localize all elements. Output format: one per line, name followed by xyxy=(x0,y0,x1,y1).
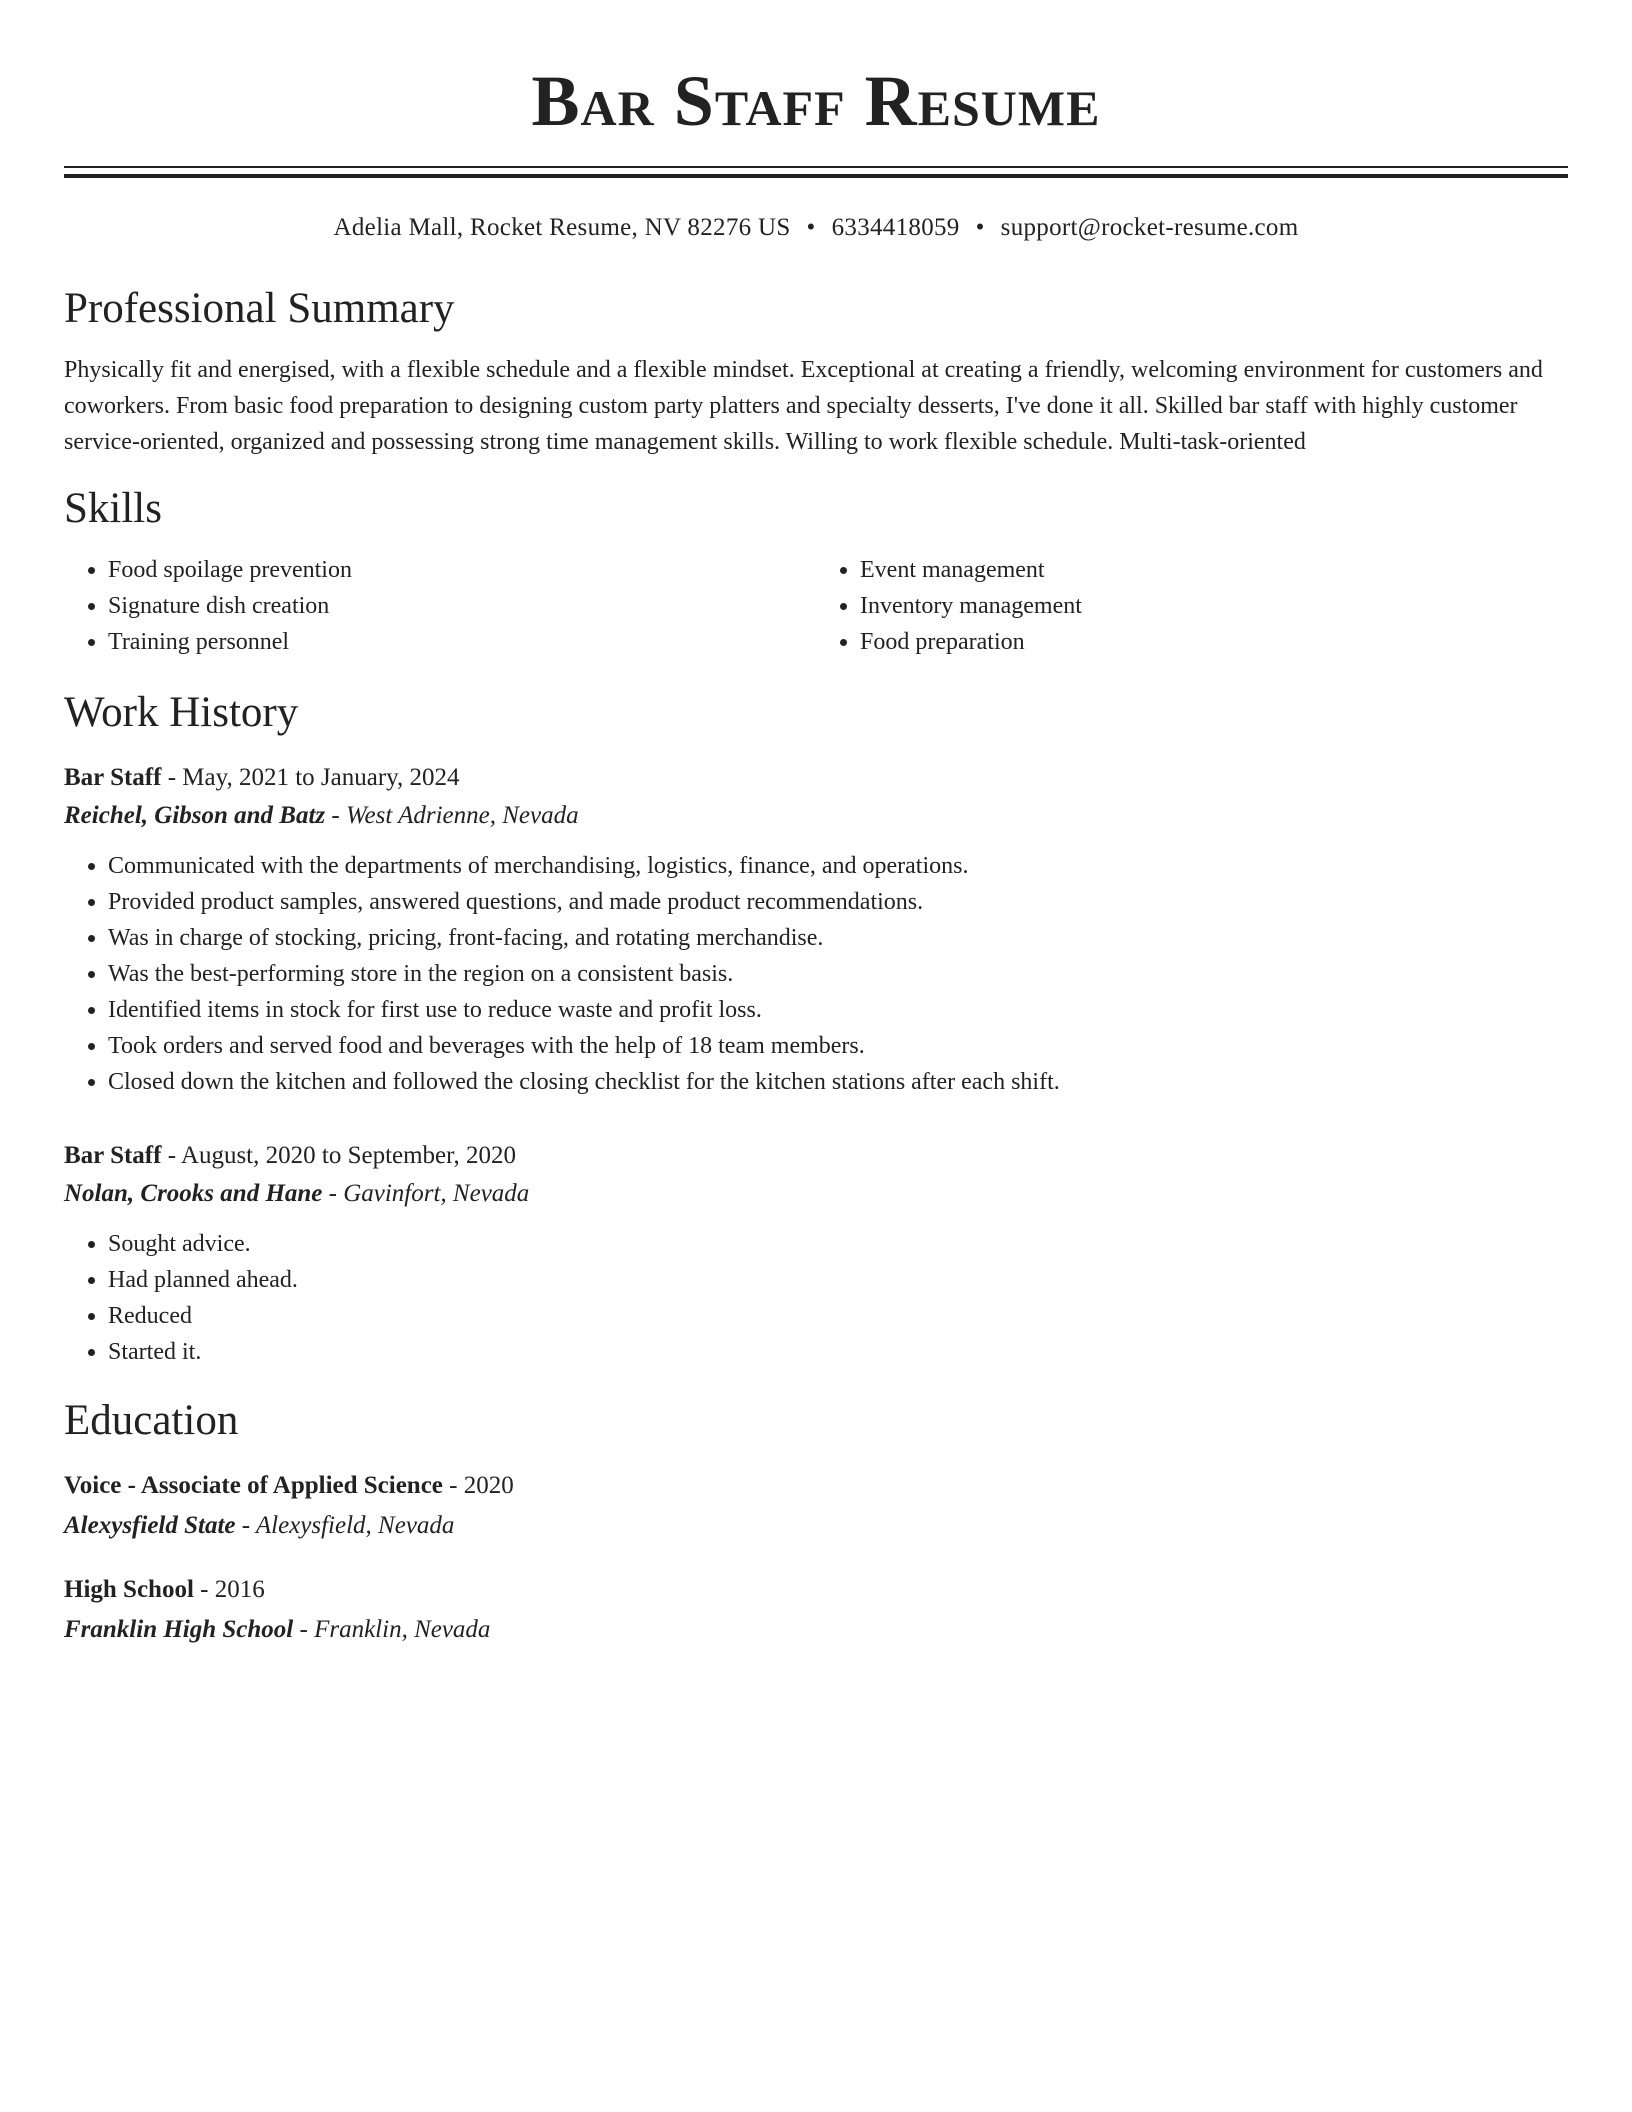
job-bullet: • Closed down the kitchen and followed the closing checklist for the kitchen stations after each shift. xyxy=(108,1064,1568,1100)
contact-separator: • xyxy=(975,214,985,241)
job-bullet: • Had planned ahead. xyxy=(108,1262,1568,1298)
job-bullet: • Provided product samples, answered questions, and made product recommendations. xyxy=(108,884,1568,920)
job-location: - Gavinfort, Nevada xyxy=(322,1180,530,1207)
contact-address: Adelia Mall, Rocket Resume, NV 82276 US xyxy=(333,214,791,241)
skills-list-left xyxy=(64,552,816,660)
contact-phone: 6334418059 xyxy=(831,214,960,241)
education-school: Alexysfield State xyxy=(64,1512,236,1539)
job-company-line xyxy=(64,1174,1568,1214)
education-entry xyxy=(64,1468,1568,1548)
education-degree: High School xyxy=(64,1576,194,1603)
education-degree: Voice - Associate of Applied Science xyxy=(64,1472,443,1499)
education-school-line xyxy=(64,1504,1568,1548)
job-entry xyxy=(64,1138,1568,1370)
job-company: Reichel, Gibson and Batz xyxy=(64,802,326,829)
job-bullet: • Identified items in stock for first use to reduce waste and profit loss. xyxy=(108,992,1568,1028)
education-school: Franklin High School xyxy=(64,1616,294,1643)
job-dates: - August, 2020 to September, 2020 xyxy=(161,1142,516,1169)
education-year: - 2020 xyxy=(442,1472,514,1499)
title-rule-thick xyxy=(64,174,1568,178)
skill-item: • Food spoilage prevention xyxy=(108,552,816,588)
skills-heading: Skills xyxy=(64,485,162,532)
job-bullet: • Sought advice. xyxy=(108,1226,1568,1262)
education-heading: Education xyxy=(64,1397,239,1444)
contact-separator: • xyxy=(806,214,816,241)
job-location: - West Adrienne, Nevada xyxy=(325,802,579,829)
education-entry xyxy=(64,1572,1568,1652)
job-bullet: • Reduced xyxy=(108,1298,1568,1334)
job-bullets xyxy=(64,848,1568,1100)
job-header xyxy=(64,760,1568,796)
job-title: Bar Staff xyxy=(64,1142,162,1169)
contact-line xyxy=(64,212,1568,244)
skill-item: • Inventory management xyxy=(860,588,1568,624)
education-school-line xyxy=(64,1608,1568,1652)
job-dates: - May, 2021 to January, 2024 xyxy=(161,764,460,791)
job-bullet: • Took orders and served food and beverages with the help of 18 team members. xyxy=(108,1028,1568,1064)
job-bullets xyxy=(64,1226,1568,1370)
skills-grid xyxy=(64,552,1568,660)
contact-email: support@rocket-resume.com xyxy=(1000,214,1299,241)
summary-heading: Professional Summary xyxy=(64,285,455,332)
summary-text: Physically fit and energised, with a flexible schedule and a flexible mindset. Exceptional at creating a friendly, welcoming environment for customers and coworkers. From basic food preparation to designing custom party platters and specialty desserts, I've done it all. Skilled bar staff with highly customer service-oriented, organized and possessing strong time management skills. Willing to work flexible schedule. Multi-task-oriented xyxy=(64,357,1543,455)
job-bullet: • Started it. xyxy=(108,1334,1568,1370)
job-title: Bar Staff xyxy=(64,764,162,791)
work-heading: Work History xyxy=(64,689,299,736)
job-company-line xyxy=(64,796,1568,836)
job-header xyxy=(64,1138,1568,1174)
resume-title: Bar Staff Resume xyxy=(531,61,1101,141)
resume-page xyxy=(64,0,1568,1652)
education-year: - 2016 xyxy=(193,1576,265,1603)
job-company: Nolan, Crooks and Hane xyxy=(64,1180,323,1207)
education-header xyxy=(64,1468,1568,1504)
title-rule-thin xyxy=(64,166,1568,168)
skill-item: • Signature dish creation xyxy=(108,588,816,624)
job-bullet: • Was in charge of stocking, pricing, front-facing, and rotating merchandise. xyxy=(108,920,1568,956)
skill-item: • Food preparation xyxy=(860,624,1568,660)
skill-item: • Event management xyxy=(860,552,1568,588)
job-bullet: • Communicated with the departments of merchandising, logistics, finance, and operations. xyxy=(108,848,1568,884)
education-header xyxy=(64,1572,1568,1608)
education-location: - Alexysfield, Nevada xyxy=(235,1512,455,1539)
skills-list-right xyxy=(816,552,1568,660)
skill-item: • Training personnel xyxy=(108,624,816,660)
education-location: - Franklin, Nevada xyxy=(293,1616,491,1643)
job-bullet: • Was the best-performing store in the region on a consistent basis. xyxy=(108,956,1568,992)
job-entry xyxy=(64,760,1568,1100)
